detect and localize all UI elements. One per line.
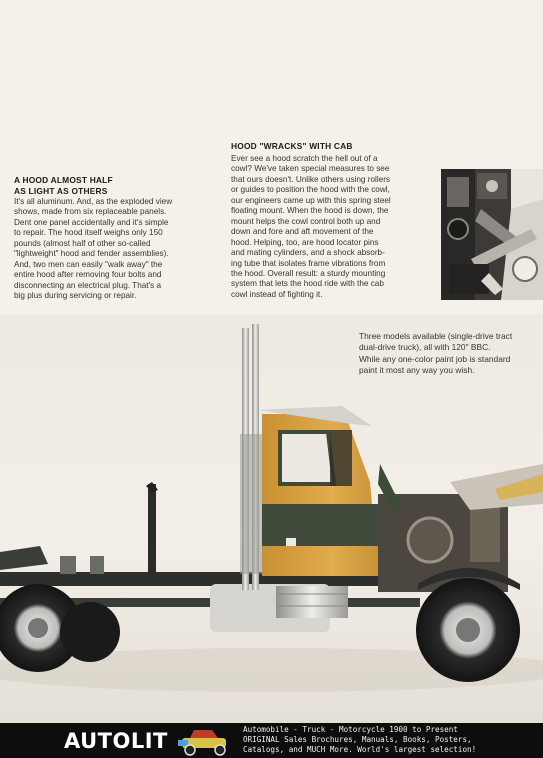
body-line: and mating cylinders, and a shock absorb- [231,248,385,258]
body-line: "lightweight" hood and fender assemblies). [14,249,169,259]
body-line: cowl? We've taken special measures to see [231,164,390,174]
models-caption [359,331,512,352]
hood-wracks-heading: HOOD "WRACKS" WITH CAB [231,141,353,151]
caption-line: While any one-color paint job is standard [359,354,511,364]
truck-photo [0,314,543,724]
car-logo-icon [172,726,240,756]
hood-wracks-body [231,154,425,300]
hood-weight-body [14,197,210,302]
hood-weight-heading-line1: A HOOD ALMOST HALF [14,175,113,185]
body-line: shows, made from six replaceable panels. [14,207,167,217]
body-line: entire hood after removing four bolts and [14,270,162,280]
body-line: And, two men can easily "walk away" the [14,259,163,269]
caption-line: paint it most any way you wish. [359,364,475,375]
autolit-logo[interactable]: AUTOLIT [64,729,168,753]
ad-line: Automobile - Truck - Motorcycle 1900 to Present [243,725,458,734]
body-line: disconnecting an electrical plug. That's a [14,280,162,290]
engine-mount-illustration [441,169,543,300]
ad-line: ORIGINAL Sales Brochures, Manuals, Books, Posters, [243,735,472,745]
body-line: floating mount. When the hood is down, the [231,206,389,216]
body-line: our engineers came up with this spring steel [231,195,391,205]
body-line: pounds (almost half of other so-called [14,238,151,248]
paint-caption [359,354,510,375]
body-line: system that lets the hood ride with the cab [231,279,384,289]
body-line: hood. Helping, too, are hood locator pins [231,237,379,247]
body-line: cowl instead of fighting it. [231,289,323,299]
body-line: or guides to position the hood with the cowl, [231,185,390,195]
body-line: Dent one panel accidentally and it's simple [14,217,169,227]
body-line: ing tube that isolates frame vibrations from [231,258,386,268]
hood-weight-heading [14,175,214,196]
truck-illustration [0,314,543,724]
body-line: big plus during servicing or repair. [14,291,137,301]
body-line: It's all aluminum. And, as the exploded view [14,197,173,206]
engine-mount-photo [441,169,543,300]
body-line: down and fore and aft movement of the [231,227,374,237]
autolit-ad-text [243,725,543,756]
caption-line: dual-drive truck), all with 120" BBC. [359,341,491,352]
hood-weight-heading-line2: AS LIGHT AS OTHERS [14,185,108,196]
body-line: to repair. The hood itself weighs only 150 [14,228,163,238]
body-line: that ours doesn't. Unlike others using rollers [231,174,391,184]
ad-line: Catalogs, and MUCH More. World's largest selection! [243,745,477,755]
body-line: the hood. Overall result: a sturdy mounting [231,268,386,278]
caption-line: Three models available (single-drive tract [359,331,513,341]
body-line: mount helps the cowl control both up and [231,216,381,226]
body-line: Ever see a hood scratch the hell out of a [231,154,378,163]
